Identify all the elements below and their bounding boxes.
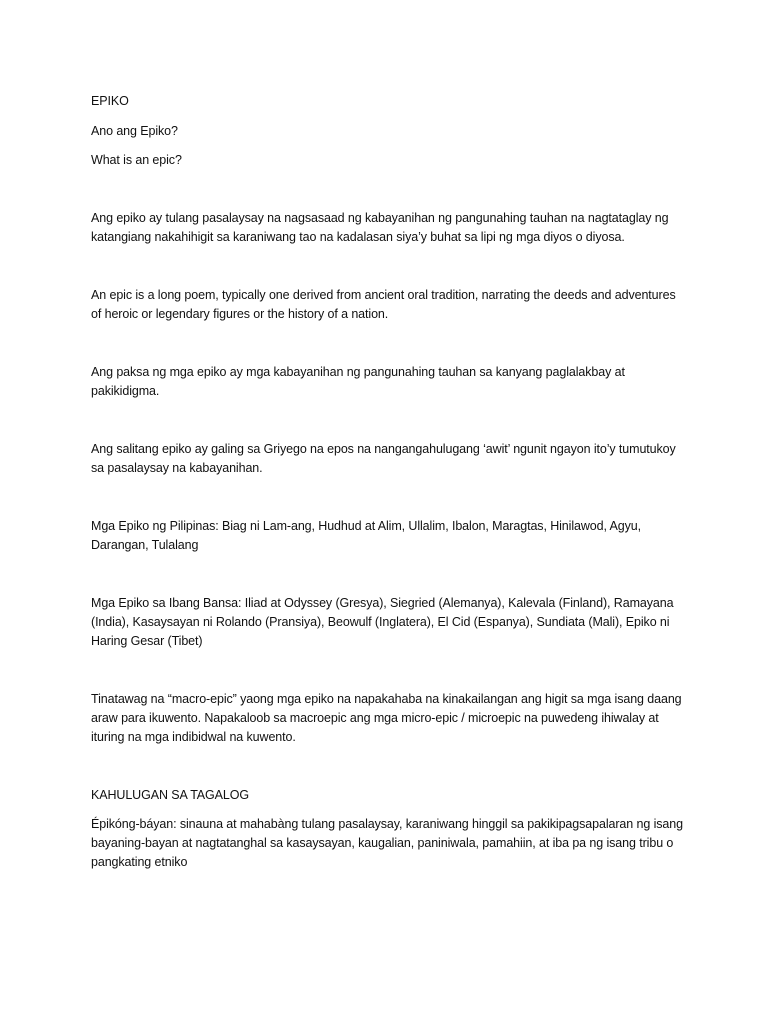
paragraph-foreign-epics: Mga Epiko sa Ibang Bansa: Iliad at Odyssey (Gresya), Siegried (Alemanya), Kalevala (Finland), Ramayana (India), Kasaysayan ni Rolando (Pransiya), Beowulf (Inglatera), El Cid (Espanya), Sundiata (Mali), Epiko ni Haring Gesar (Tibet) (91, 596, 674, 648)
paragraph-tagalog-meaning: Épikóng-báyan: sinauna at mahabàng tulang pasalaysay, karaniwang hinggil sa pakikipagsapalaran ng isang bayaning-bayan at nagtatanghal sa kasaysayan, kaugalian, paniniwala, pamahiin, at iba pa ng isang tribu o pangkating etniko (91, 817, 683, 869)
paragraph-etymology: Ang salitang epiko ay galing sa Griyego na epos na nangangahulugang ‘awit’ ngunit ngayon ito’y tumutukoy sa pasalaysay na kabayanihan. (91, 442, 676, 475)
document-title: EPIKO (91, 94, 129, 108)
paragraph-definition-tagalog: Ang epiko ay tulang pasalaysay na nagsasaad ng kabayanihan ng pangunahing tauhan na nagtataglay ng katangiang nakahihigit sa karaniwang tao na kadalasan siya’y buhat sa lipi ng mga diyos o diyosa. (91, 211, 669, 244)
section-heading: KAHULUGAN SA TAGALOG (91, 788, 250, 802)
question-tagalog: Ano ang Epiko? (91, 124, 178, 138)
paragraph-topic: Ang paksa ng mga epiko ay mga kabayanihan ng pangunahing tauhan sa kanyang paglalakbay at pakikidigma. (91, 365, 625, 398)
question-english: What is an epic? (91, 153, 182, 167)
paragraph-definition-english: An epic is a long poem, typically one derived from ancient oral tradition, narrating the deeds and adventures of heroic or legendary figures or the history of a nation. (91, 288, 676, 321)
paragraph-macro-epic: Tinatawag na “macro-epic” yaong mga epiko na napakahaba na kinakailangan ang higit sa mga isang daang araw para ikuwento. Napakaloob sa macroepic ang mga micro-epic / microepic na puwedeng ihiwalay at ituring na mga indibidwal na kuwento. (91, 692, 682, 744)
paragraph-philippine-epics: Mga Epiko ng Pilipinas: Biag ni Lam-ang, Hudhud at Alim, Ullalim, Ibalon, Maragtas, Hinilawod, Agyu, Darangan, Tulalang (91, 519, 642, 552)
